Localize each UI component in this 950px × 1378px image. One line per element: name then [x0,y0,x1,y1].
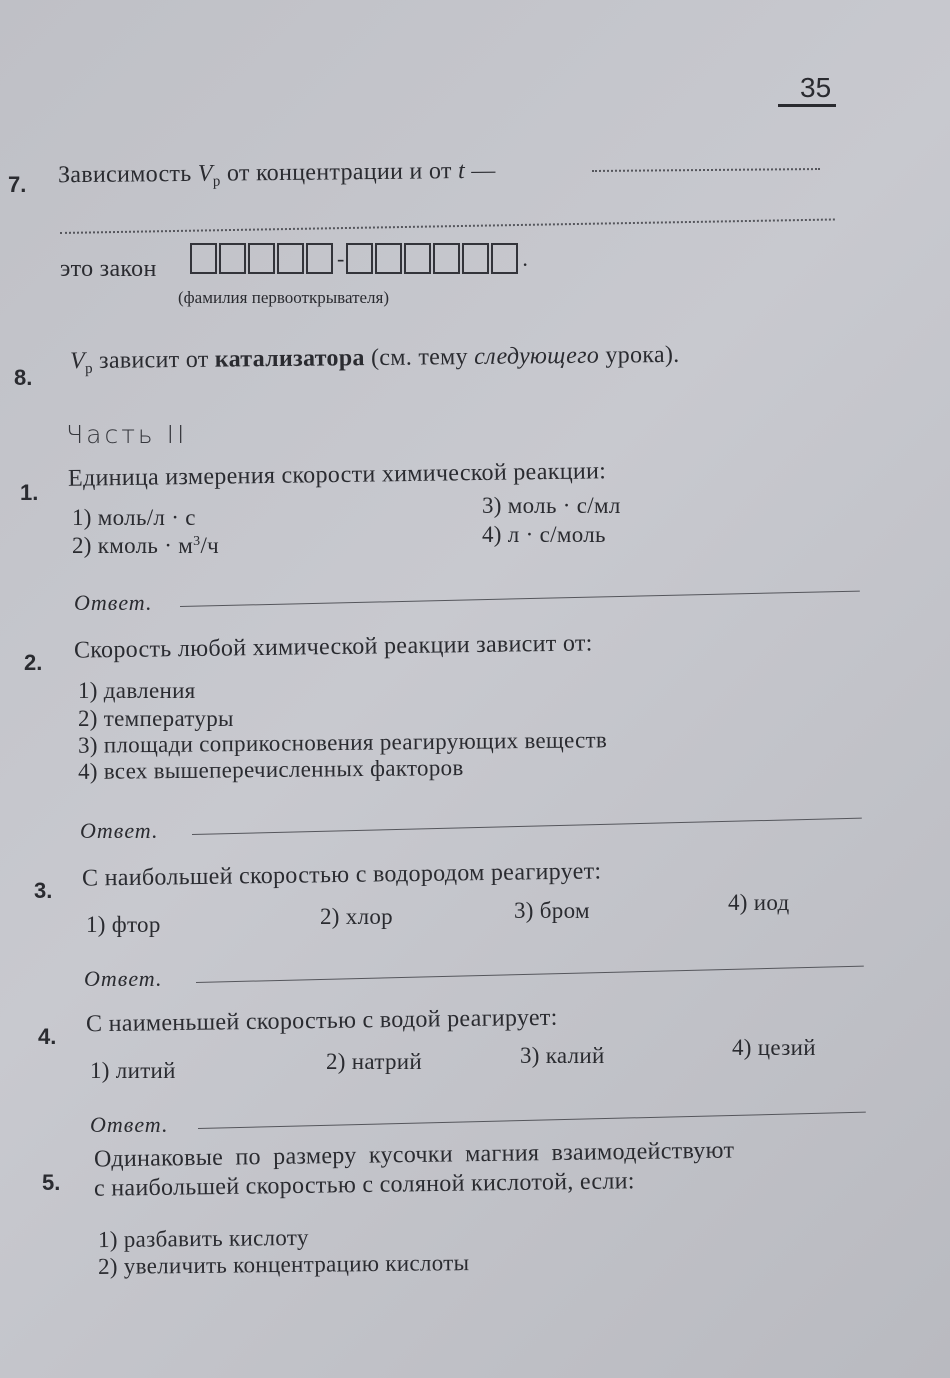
letter-box[interactable] [219,243,246,274]
q4-option-1[interactable]: 1) литий [90,1058,176,1083]
item7-fill-line-1[interactable] [592,168,820,172]
q2-answer-label: Ответ. [80,818,159,843]
q2-number: 2. [24,650,43,675]
letter-box[interactable] [375,243,402,274]
q3-text: С наибольшей скоростью с водородом реагирует: [81,858,602,892]
letter-box[interactable] [277,243,304,274]
q4-answer-label: Ответ. [90,1112,169,1137]
item7-law-text: это закон [60,256,157,282]
letter-box[interactable] [462,243,489,274]
q5-option-2[interactable]: 2) увеличить концентрацию кислоты [97,1250,470,1279]
law-letter-boxes[interactable] [190,243,530,274]
item8-v-sub: р [84,360,93,378]
page-number: 35 [800,72,832,103]
q1-option-1[interactable]: 1) моль/л · с [72,505,196,530]
item7-v-symbol: V [197,160,213,187]
letter-box[interactable] [404,243,431,274]
q1-option-2-tail: /ч [200,533,219,558]
q3-answer-label: Ответ. [84,966,163,991]
letter-box[interactable] [248,243,275,274]
q4-number: 4. [38,1024,57,1049]
q3-option-1[interactable]: 1) фтор [86,912,161,937]
q1-answer-line[interactable] [180,591,860,607]
item8-bold: катализатора [214,345,365,373]
item7-t-symbol: t [457,158,466,185]
q2-option-4[interactable]: 4) всех вышеперечисленных факторов [77,754,464,785]
letter-box[interactable] [346,243,373,274]
q2-text: Скорость любой химической реакции зависит от: [73,630,593,664]
q4-answer-line[interactable] [198,1112,866,1129]
item7-text [58,158,496,193]
law-hyphen: - [337,245,345,271]
q1-option-2-sup: 3 [193,534,201,549]
item8-v-symbol: V [69,348,86,375]
item7-caption: (фамилия первооткрывателя) [178,288,390,307]
q5-number: 5. [42,1170,61,1195]
q4-option-4[interactable]: 4) цезий [732,1035,816,1060]
q3-option-4[interactable]: 4) иод [728,890,790,915]
q5-text-line2: с наибольшей скоростью с соляной кислотой, если: [93,1168,635,1202]
q1-number: 1. [20,480,39,505]
item8-text [70,342,680,378]
part-heading: Часть II [66,420,188,449]
q3-option-2[interactable]: 2) хлор [320,904,393,929]
item7-v-sub: р [212,173,221,190]
q4-text: С наименьшей скоростью с водой реагирует: [85,1004,558,1038]
q2-option-2[interactable]: 2) температуры [78,706,234,731]
item7-fill-line-2[interactable] [60,218,835,234]
item8-text-c: урока). [605,341,680,369]
letter-box[interactable] [491,243,518,274]
q1-option-2-text: 2) кмоль · м [72,533,194,558]
q1-option-4[interactable]: 4) л · с/моль [482,522,606,547]
q4-option-2[interactable]: 2) натрий [326,1049,422,1074]
item7-dash: — [471,157,496,184]
letter-box[interactable] [433,243,460,274]
q2-option-1[interactable]: 1) давления [78,678,196,703]
item7-number: 7. [8,172,27,197]
q2-option-3[interactable]: 3) площади соприкосновения реагирующих веществ [77,727,608,758]
letter-box[interactable] [190,243,217,274]
q5-option-1[interactable]: 1) разбавить кислоту [97,1224,309,1253]
q1-option-3[interactable]: 3) моль · с/мл [482,493,621,518]
q3-answer-line[interactable] [196,966,864,983]
item7-text-post: от концентрации и от [226,158,452,187]
q2-answer-line[interactable] [192,818,862,835]
item8-number: 8. [14,365,33,390]
q1-answer-label: Ответ. [74,590,153,615]
item8-text-b: (см. тему [370,344,469,372]
q4-option-3[interactable]: 3) калий [520,1043,605,1068]
letter-box[interactable] [306,243,333,274]
q1-option-2[interactable] [72,533,219,559]
q3-number: 3. [34,878,53,903]
q3-option-3[interactable]: 3) бром [514,898,590,923]
q1-text: Единица измерения скорости химической реакции: [67,458,607,492]
item8-text-a: зависит от [98,346,209,374]
item7-text-pre: Зависимость [57,160,192,189]
item8-italic: следующего [474,342,600,370]
page-number-underline [778,104,836,107]
law-end-period: . [522,245,528,271]
q5-text-line1: Одинаковые по размеру кусочки магния взаимодействуют [93,1137,735,1173]
